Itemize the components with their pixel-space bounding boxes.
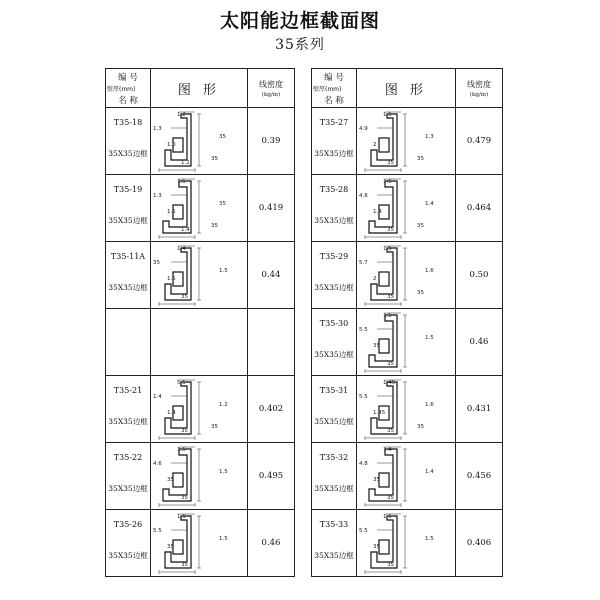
profile-row (312, 443, 503, 510)
dimension-label: 1.5 (219, 536, 228, 542)
header-code-label: 编 号 (118, 73, 138, 83)
header-density-label: 线密度 (467, 79, 491, 89)
profile-code: T35-19 (113, 185, 143, 194)
profile-shape (163, 449, 191, 501)
dimension-label: 35 (211, 223, 218, 229)
profile-size: 35X35边框 (314, 149, 354, 158)
profile-shape (165, 516, 191, 568)
profile-size: 35X35边框 (108, 149, 148, 158)
profile-code-cell (312, 242, 357, 309)
dimension-label: 35 (387, 562, 394, 568)
dimension-label: 35 (373, 343, 380, 349)
profile-size: 35X35边框 (314, 216, 354, 225)
profile-code-cell (106, 510, 151, 577)
profile-density: 0.419 (248, 175, 295, 242)
dimension-label: 35 (167, 477, 174, 483)
dimension-label: 5.5 (153, 528, 162, 534)
profile-row (106, 175, 295, 242)
header-density-label: 线密度 (259, 79, 283, 89)
profile-figure-cell (357, 376, 456, 443)
dimension-label: 1.5 (383, 313, 392, 319)
dimension-label: 1.5 (177, 179, 186, 185)
profile-code: T35-27 (319, 118, 349, 127)
dimension-label: 1.6 (425, 402, 434, 408)
header-density-unit: (kg/m) (261, 91, 281, 98)
profile-drawing (151, 510, 249, 576)
dimension-label: 5.7 (359, 260, 368, 266)
header-code-cell (106, 69, 151, 108)
profile-code: T35-28 (319, 185, 349, 194)
profile-drawing (357, 443, 455, 509)
profile-size: 35X35边框 (314, 417, 354, 426)
dimension-label: 35 (181, 428, 188, 434)
header-figure-label: 图 形 (151, 69, 248, 108)
dimension-label: 35 (219, 134, 226, 140)
header-density-cell (248, 69, 295, 108)
dimension-label: 1.4 (383, 447, 392, 453)
dimension-label: 1.6 (425, 268, 434, 274)
profile-figure-cell (357, 443, 456, 510)
profile-row (106, 108, 295, 175)
dimension-label: 35 (373, 477, 380, 483)
profile-code-cell (106, 108, 151, 175)
profile-shape (369, 315, 397, 367)
profile-shape (371, 114, 397, 166)
profile-size: 35X35边框 (108, 551, 148, 560)
dimension-label: 35 (417, 223, 424, 229)
profile-row (312, 309, 503, 376)
header-code-cell (312, 69, 357, 108)
left-spec-table (105, 68, 295, 577)
profile-shape (371, 248, 397, 300)
profile-code-cell (106, 242, 151, 309)
dimension-label: 1.6 (383, 179, 392, 185)
dimension-label: 1.3 (425, 134, 434, 140)
profile-row (312, 242, 503, 309)
dimension-label: 5.5 (359, 327, 368, 333)
left-header-row (106, 69, 295, 108)
profile-row (312, 510, 503, 577)
profile-drawing (151, 175, 249, 241)
dimension-label: 1.5 (219, 469, 228, 475)
dimension-label: 1.5 (219, 268, 228, 274)
profile-code: T35-29 (319, 252, 349, 261)
profile-figure-cell (151, 443, 248, 510)
dimension-label: 5.5 (177, 380, 186, 386)
profile-drawing (151, 242, 249, 308)
header-name-label: 名 称 (118, 96, 138, 106)
profile-shape (165, 248, 191, 300)
profile-code-cell (312, 108, 357, 175)
profile-density: 0.50 (456, 242, 503, 309)
profile-drawing (357, 376, 455, 442)
profile-drawing (151, 376, 249, 442)
dimension-label: 4.6 (153, 461, 162, 467)
header-name-label: 名 称 (324, 96, 344, 106)
profile-code-cell (106, 443, 151, 510)
profile-size: 35X35边框 (314, 283, 354, 292)
dimension-label: 1.5 (177, 447, 186, 453)
profile-drawing (357, 175, 455, 241)
profile-code-cell (312, 376, 357, 443)
profile-drawing (151, 108, 249, 174)
profile-figure-cell (151, 242, 248, 309)
profile-density: 0.39 (248, 108, 295, 175)
dimension-label: 5.5 (359, 394, 368, 400)
profile-figure-cell (151, 175, 248, 242)
profile-size: 35X35边框 (108, 216, 148, 225)
dimension-label: 1.5 (383, 514, 392, 520)
profile-figure-cell (357, 242, 456, 309)
page-subtitle: 35系列 (275, 37, 325, 53)
dimension-label: 4.8 (359, 461, 368, 467)
dimension-label: 4.8 (359, 193, 368, 199)
dimension-label: 1.4 (425, 469, 434, 475)
profile-row (106, 309, 295, 376)
profile-code-cell (312, 510, 357, 577)
profile-figure-cell (357, 510, 456, 577)
profile-density: 0.406 (456, 510, 503, 577)
profile-size: 35X35边框 (314, 551, 354, 560)
profile-figure-cell (151, 309, 248, 376)
header-wall-label: 壁厚(mm) (107, 86, 136, 93)
header-density-unit: (kg/m) (469, 91, 489, 98)
profile-row (312, 175, 503, 242)
dimension-label: 1.3 (153, 193, 162, 199)
profile-code: T35-11A (110, 252, 146, 261)
profile-row (312, 376, 503, 443)
dimension-label: 1.5 (425, 536, 434, 542)
dimension-label: 35 (167, 544, 174, 550)
profile-density: 0.495 (248, 443, 295, 510)
dimension-label: 1.45 (383, 380, 396, 386)
dimension-label: 1.5 (383, 112, 392, 118)
profile-code: T35-30 (319, 319, 349, 328)
profile-code: T35-18 (113, 118, 143, 127)
dimension-label: 1.4 (181, 227, 190, 233)
dimension-label: 35 (181, 562, 188, 568)
right-body (312, 108, 503, 577)
dimension-label: 1.45 (373, 410, 386, 416)
dimension-label: 1.5 (167, 276, 176, 282)
profile-code: T35-21 (113, 386, 143, 395)
profile-size: 35X35边框 (314, 350, 354, 359)
profile-code: T35-22 (113, 453, 143, 462)
profile-figure-cell (151, 108, 248, 175)
profile-size: 35X35边框 (314, 484, 354, 493)
profile-figure-cell (151, 376, 248, 443)
dimension-label: 1.2 (219, 402, 228, 408)
profile-density: 0.479 (456, 108, 503, 175)
profile-figure-cell (357, 175, 456, 242)
dimension-label: 1.5 (167, 209, 176, 215)
dimension-label: 35 (181, 495, 188, 501)
dimension-label: 1.0 (167, 142, 176, 148)
profile-shape (165, 114, 191, 166)
dimension-label: 1.4 (425, 201, 434, 207)
dimension-label: 35 (387, 428, 394, 434)
dimension-label: 35 (387, 495, 394, 501)
dimension-label: 1.3 (153, 126, 162, 132)
profile-density: 0.464 (456, 175, 503, 242)
right-header-row (312, 69, 503, 108)
profile-density: 0.456 (456, 443, 503, 510)
profile-shape (163, 181, 191, 233)
profile-code-cell (106, 175, 151, 242)
dimension-label: 35 (387, 361, 394, 367)
profile-density: 0.431 (456, 376, 503, 443)
profile-drawing (357, 309, 455, 375)
profile-drawing (357, 108, 455, 174)
dimension-label: 1.2 (181, 160, 190, 166)
header-figure-label: 图 形 (357, 69, 456, 108)
dimension-label: 35 (219, 201, 226, 207)
dimension-label: 35 (417, 424, 424, 430)
dimension-label: 35 (387, 160, 394, 166)
profile-shape (165, 382, 191, 434)
profile-shape (371, 516, 397, 568)
profile-row (106, 376, 295, 443)
left-body (106, 108, 295, 577)
dimension-label: 4.9 (359, 126, 368, 132)
profile-row (106, 510, 295, 577)
profile-shape (369, 449, 397, 501)
profile-code-cell (106, 376, 151, 443)
profile-size: 35X35边框 (108, 484, 148, 493)
dimension-label: 35 (417, 290, 424, 296)
profile-drawing (357, 242, 455, 308)
dimension-label: 35 (153, 260, 160, 266)
header-code-label: 编 号 (324, 73, 344, 83)
profile-density: 0.44 (248, 242, 295, 309)
profile-density: 0.46 (248, 510, 295, 577)
dimension-label: 1.5 (425, 335, 434, 341)
dimension-label: 35 (211, 424, 218, 430)
dimension-label: 1.4 (167, 410, 176, 416)
dimension-label: 35 (387, 294, 394, 300)
dimension-label: 1.4 (153, 394, 162, 400)
dimension-label: 2 (373, 276, 377, 282)
dimension-label: 2 (373, 142, 377, 148)
dimension-label: 1.2 (177, 112, 186, 118)
profile-figure-cell (357, 309, 456, 376)
header-density-cell (456, 69, 503, 108)
profile-code: T35-32 (319, 453, 349, 462)
profile-row (106, 242, 295, 309)
dimension-label: 35 (417, 156, 424, 162)
profile-density (248, 309, 295, 376)
dimension-label: 5.5 (359, 528, 368, 534)
profile-code-cell (312, 175, 357, 242)
profile-size: 35X35边框 (108, 283, 148, 292)
profile-code: T35-31 (319, 386, 349, 395)
dimension-label: 1.5 (177, 514, 186, 520)
dimension-label: 35 (387, 227, 394, 233)
profile-drawing (357, 510, 455, 576)
dimension-label: 1.4 (177, 246, 186, 252)
dimension-label: 35 (181, 294, 188, 300)
dimension-label: 1.5 (383, 246, 392, 252)
profile-code: T35-26 (113, 520, 143, 529)
profile-shape (369, 181, 397, 233)
profile-drawing (151, 443, 249, 509)
profile-code-cell (106, 309, 151, 376)
profile-row (106, 443, 295, 510)
profile-code-cell (312, 309, 357, 376)
header-wall-label: 壁厚(mm) (313, 86, 342, 93)
profile-size: 35X35边框 (108, 417, 148, 426)
right-spec-table (311, 68, 503, 577)
dimension-label: 1.4 (373, 209, 382, 215)
profile-shape (371, 382, 397, 434)
profile-row (312, 108, 503, 175)
profile-density: 0.46 (456, 309, 503, 376)
profile-density: 0.402 (248, 376, 295, 443)
page-title: 太阳能边框截面图 (219, 10, 380, 32)
profile-figure-cell (357, 108, 456, 175)
profile-code-cell (312, 443, 357, 510)
dimension-label: 35 (211, 156, 218, 162)
profile-code: T35-33 (319, 520, 349, 529)
profile-figure-cell (151, 510, 248, 577)
dimension-label: 35 (373, 544, 380, 550)
